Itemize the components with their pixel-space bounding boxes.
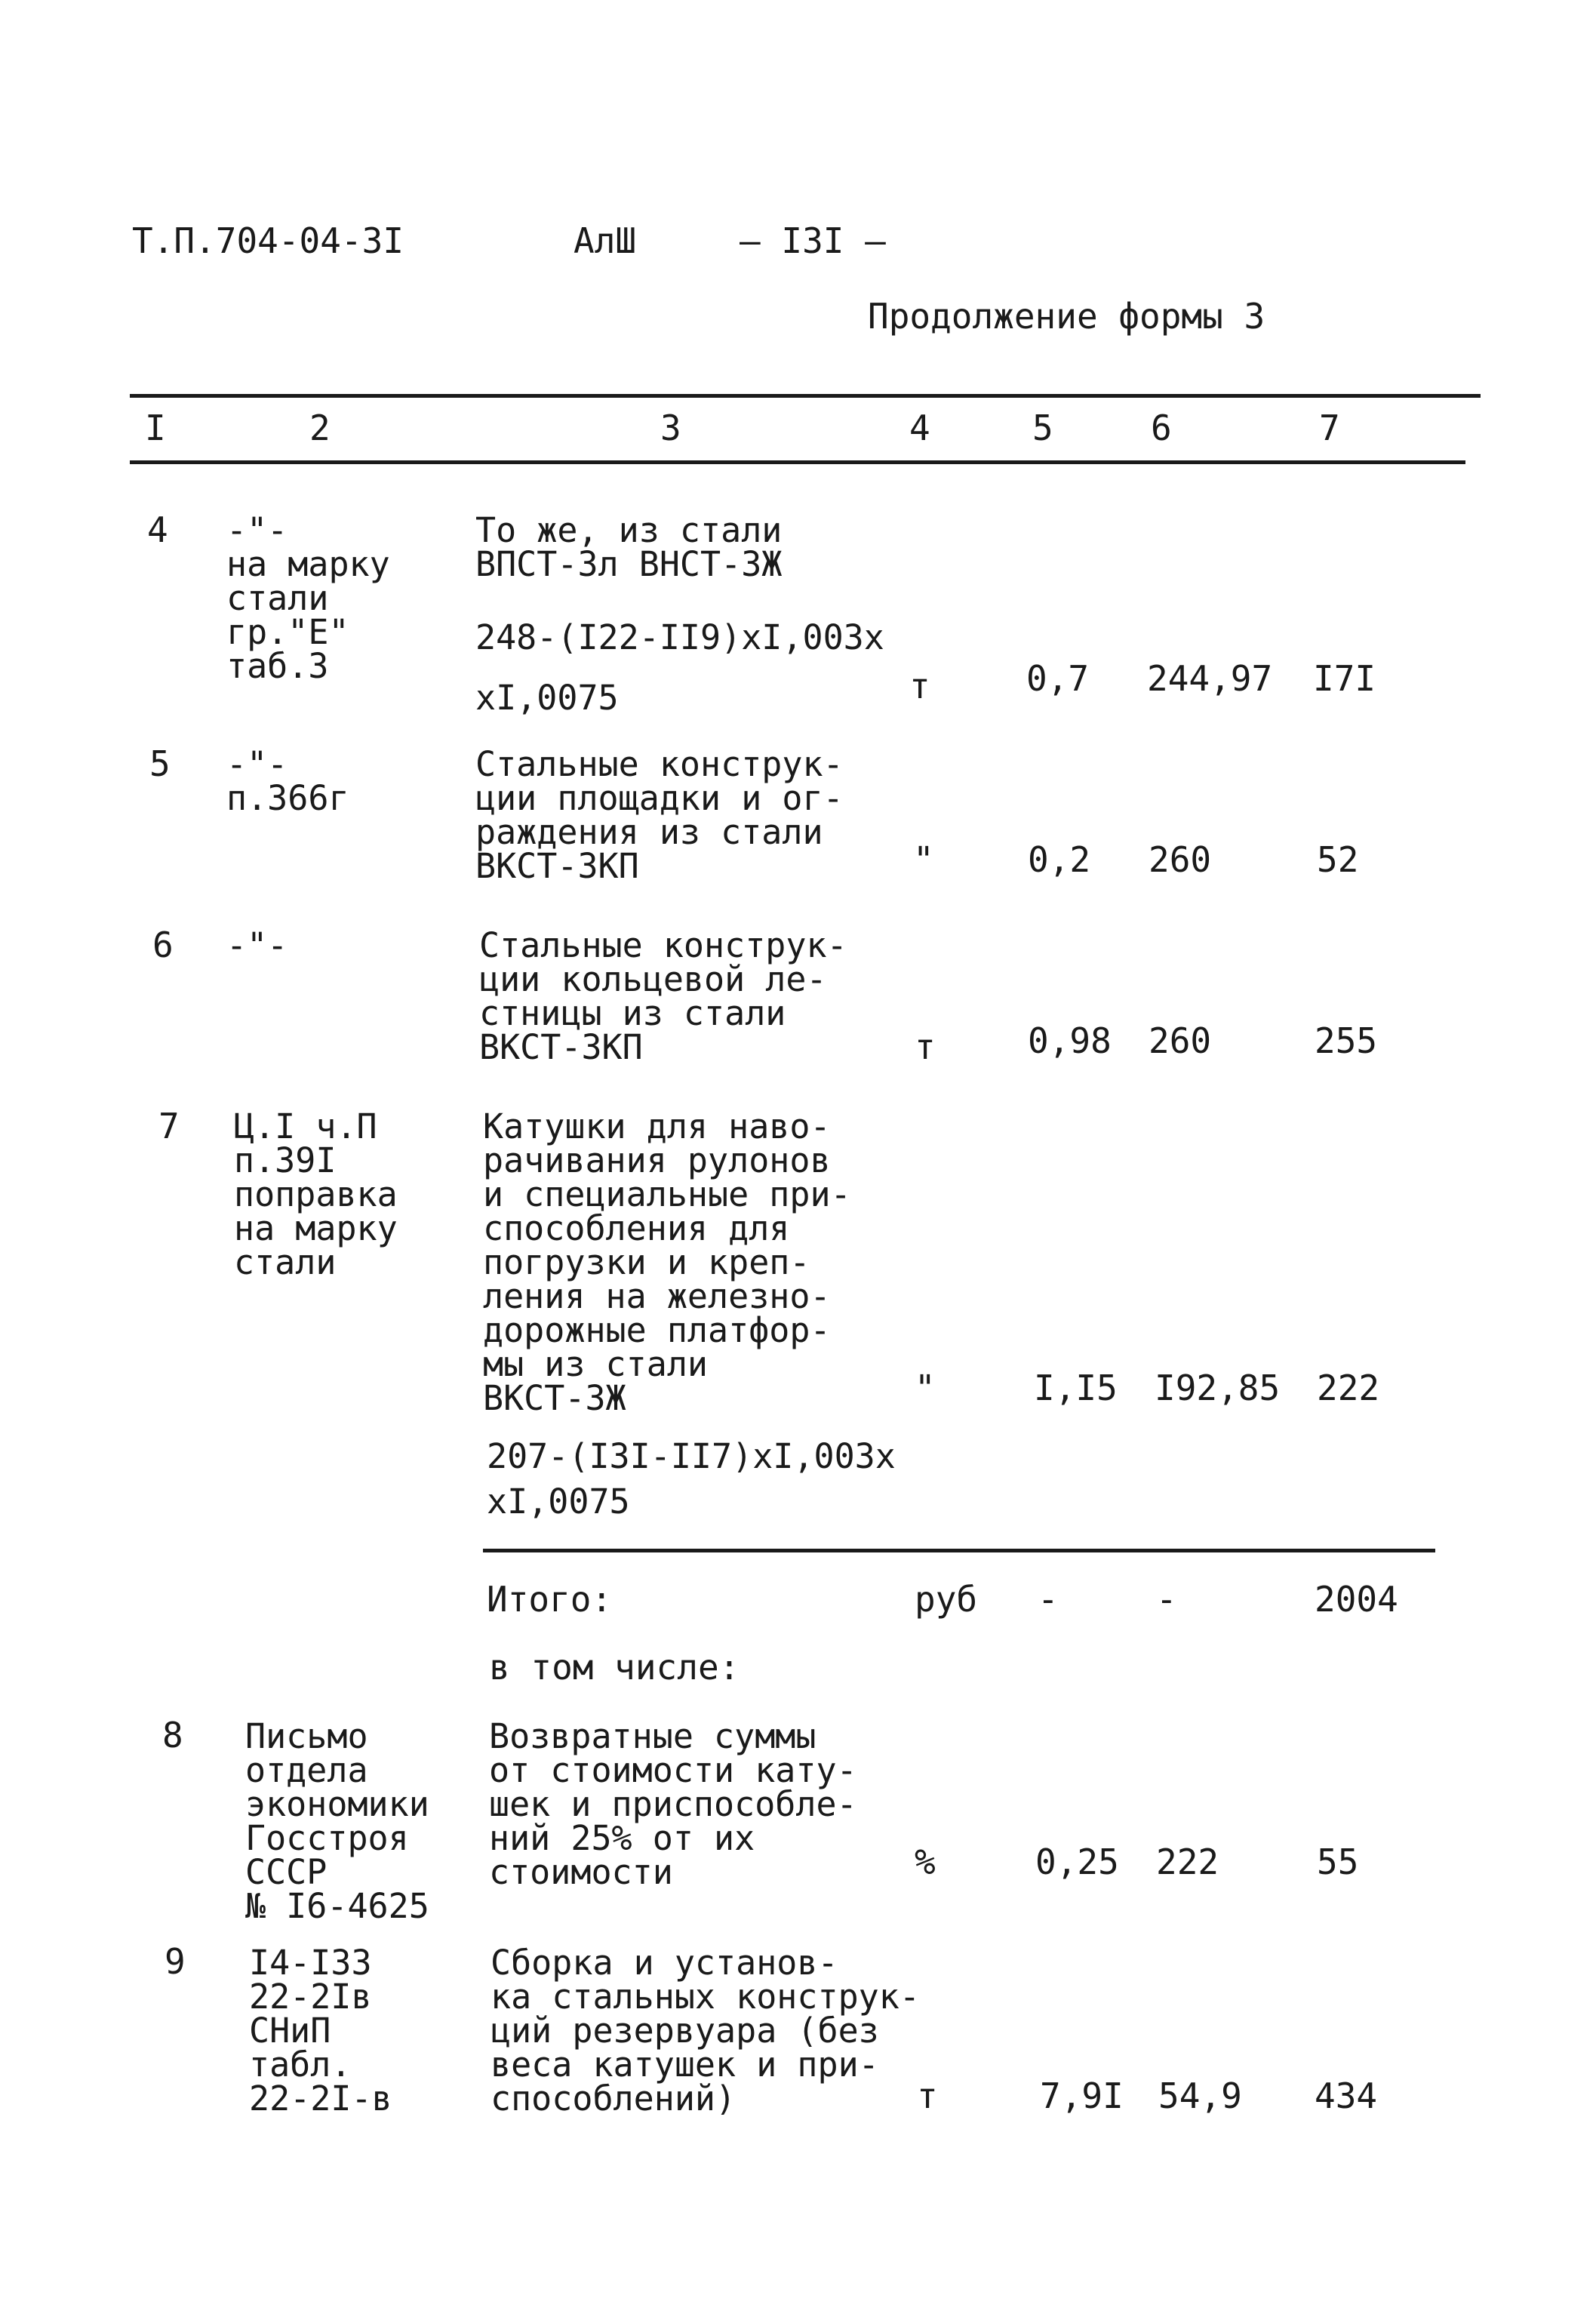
- row-unit: ": [915, 1368, 936, 1408]
- row-cost: 255: [1315, 1020, 1378, 1061]
- row-number: 4: [147, 509, 168, 550]
- table-header-rule: [130, 460, 1465, 464]
- row-price: 260: [1149, 1020, 1212, 1061]
- row-calculation: 248-(I22-II9)xI,003x xI,0075: [475, 617, 884, 718]
- row-price: I92,85: [1155, 1368, 1281, 1408]
- row-name: Стальные конструк- ции площадки и ог- раждения из стали ВКСТ-3КП: [475, 744, 844, 886]
- row-number: 8: [162, 1715, 183, 1755]
- row-quantity: 0,98: [1028, 1020, 1112, 1061]
- row-name: Сборка и установ- ка стальных конструк- ций резервуара (без веса катушек и при- способлений): [490, 1943, 920, 2119]
- row-name: То же, из стали ВПСТ-3л ВНСТ-3Ж: [475, 510, 783, 584]
- row-quantity: I,I5: [1034, 1368, 1118, 1408]
- row-calculation: 207-(I3I-II7)xI,003x xI,0075: [487, 1436, 896, 1522]
- row-cost: 52: [1317, 839, 1359, 880]
- row-price: 54,9: [1158, 2075, 1242, 2116]
- total-quantity: -: [1038, 1579, 1059, 1620]
- row-unit: ": [913, 839, 934, 880]
- row-basis: -"-: [226, 925, 288, 965]
- row-price: 222: [1156, 1842, 1219, 1882]
- row-name: Стальные конструк- ции кольцевой ле- стницы из стали ВКСТ-3КП: [479, 925, 847, 1067]
- including-label: в том числе:: [489, 1647, 740, 1688]
- row-price: 244,97: [1147, 658, 1273, 699]
- album-label: АлШ: [574, 220, 637, 261]
- row-cost: I7I: [1313, 658, 1376, 699]
- table-top-rule: [130, 394, 1481, 398]
- total-price: -: [1156, 1579, 1177, 1620]
- column-header-5: 5: [1032, 408, 1053, 448]
- document-code: Т.П.704-04-3I: [132, 220, 404, 261]
- column-header-6: 6: [1151, 408, 1172, 448]
- row-number: 7: [158, 1106, 180, 1146]
- column-header-1: I: [145, 408, 166, 448]
- row-basis: Ц.I ч.П п.39I поправка на марку стали: [234, 1106, 398, 1282]
- row-unit: т: [917, 2075, 938, 2116]
- row-basis: I4-I33 22-2Iв СНиП табл. 22-2I-в: [249, 1943, 392, 2119]
- total-label: Итого:: [487, 1579, 613, 1620]
- row-number: 6: [152, 925, 174, 965]
- row-quantity: 7,9I: [1040, 2075, 1124, 2116]
- total-cost: 2004: [1315, 1579, 1398, 1620]
- row-number: 5: [149, 743, 171, 784]
- row-quantity: 0,25: [1035, 1842, 1119, 1882]
- total-rule: [483, 1549, 1435, 1552]
- row-cost: 434: [1315, 2075, 1378, 2116]
- row-unit: т: [909, 666, 930, 706]
- row-quantity: 0,2: [1028, 839, 1091, 880]
- row-name: Возвратные суммы от стоимости кату- шек и приспособле- ний 25% от их стоимости: [489, 1716, 857, 1892]
- column-header-7: 7: [1319, 408, 1340, 448]
- row-price: 260: [1149, 839, 1212, 880]
- column-header-3: 3: [660, 408, 681, 448]
- page-number: — I3I —: [740, 220, 886, 261]
- row-quantity: 0,7: [1026, 658, 1090, 699]
- total-unit: руб: [915, 1579, 978, 1620]
- continuation-title: Продолжение формы 3: [868, 296, 1265, 337]
- row-basis: -"- п.366г: [226, 744, 349, 818]
- row-cost: 55: [1317, 1842, 1359, 1882]
- row-number: 9: [165, 1941, 186, 1982]
- row-name: Катушки для наво- рачивания рулонов и специальные при- способления для погрузки и креп- ления на железно- дорожные платфор- мы из стали ВКСТ-3Ж: [483, 1106, 851, 1418]
- row-cost: 222: [1317, 1368, 1380, 1408]
- row-basis: Письмо отдела экономики Госстроя СССР № I6-4625: [245, 1716, 429, 1926]
- column-header-2: 2: [309, 408, 331, 448]
- row-unit: %: [915, 1842, 936, 1882]
- column-header-4: 4: [909, 408, 930, 448]
- row-unit: т: [915, 1026, 936, 1067]
- row-basis: -"- на марку стали гр."Е" таб.3: [226, 510, 390, 686]
